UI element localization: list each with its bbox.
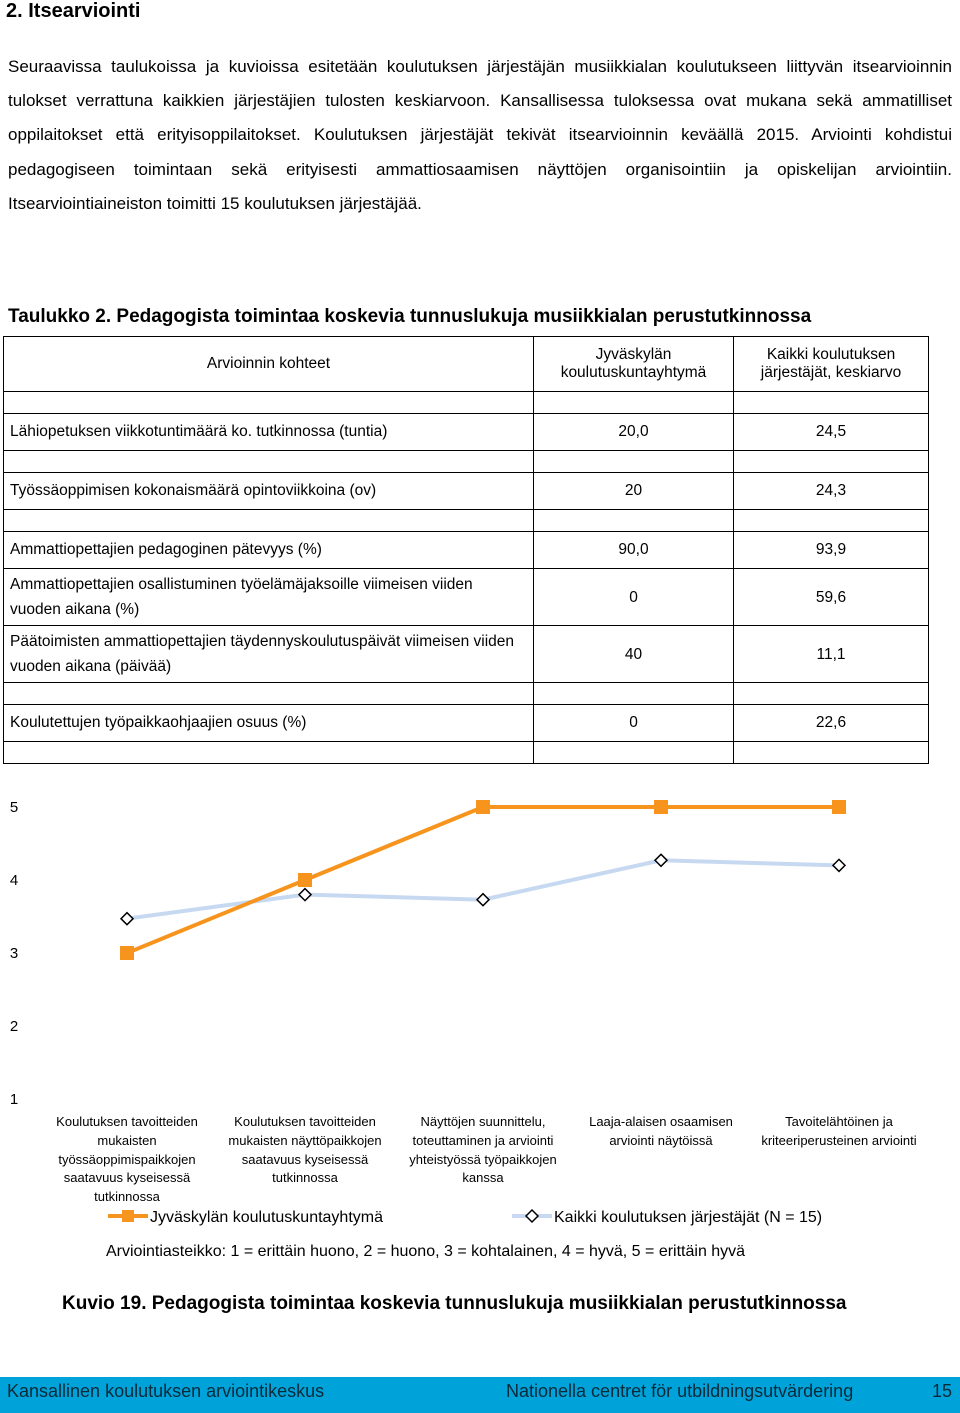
footer-left-text: Kansallinen koulutuksen arviointikeskus <box>7 1381 325 1401</box>
row-value-jyvaskyla: 40 <box>534 626 734 683</box>
row-label: Ammattiopettajien osallistuminen työelämäjaksoille viimeisen viiden vuoden aikana (%) <box>4 569 534 626</box>
legend-label: Jyväskylän koulutuskuntayhtymä <box>150 1209 383 1226</box>
row-value-jyvaskyla: 0 <box>534 569 734 626</box>
row-label: Koulutettujen työpaikkaohjaajien osuus (%) <box>4 705 534 742</box>
table-row <box>4 414 929 451</box>
square-data-point <box>298 873 312 887</box>
square-data-point <box>120 946 134 960</box>
intro-paragraph: Seuraavissa taulukoissa ja kuvioissa esitetään koulutuksen järjestäjän musiikkialan koulutukseen liittyvän itsearvioinnin tulokset verrattuna kaikkien järjestäjien tulosten keskiarvoon. Kansallisessa tuloksessa ovat mukana sekä ammatilliset oppilaitokset että erityisoppilaitokset. Koulutuksen järjestäjät tekivät itsearvioinnin keväällä 2015. Arviointi kohdistui pedagogiseen toimintaan sekä erityisesti ammattiosaamisen näyttöjen organisointiin ja opiskelijan arviointiin. Itsearviointiaineiston toimitti 15 koulutuksen järjestäjää. <box>8 57 952 213</box>
table-row <box>4 569 929 626</box>
legend-diamond-marker-icon <box>510 1208 554 1224</box>
header-targets: Arvioinnin kohteet <box>4 337 534 392</box>
row-value-jyvaskyla: 20,0 <box>534 414 734 451</box>
page-number: 15 <box>932 1381 953 1401</box>
row-label: Päätoimisten ammattiopettajien täydennyskoulutuspäivät viimeisen viiden vuoden aikana (päivää) <box>4 626 534 683</box>
figure-caption: Kuvio 19. Pedagogista toimintaa koskevia tunnuslukuja musiikkialan perustutkinnossa <box>62 1293 847 1314</box>
header-jyvaskyla: Jyväskylän koulutuskuntayhtymä <box>534 337 734 392</box>
row-label: Työssäoppimisen kokonaismäärä opintoviikkoina (ov) <box>4 473 534 510</box>
row-value-jyvaskyla: 0 <box>534 705 734 742</box>
x-category-label: Koulutuksen tavoitteiden mukaisten näyttöpaikkojen saatavuus kyseisessä tutkinnossa <box>228 1114 382 1186</box>
x-category-label: Tavoitelähtöinen ja kriteeriperusteinen arviointi <box>761 1114 917 1148</box>
y-tick-label: 2 <box>9 1018 19 1035</box>
indicator-table <box>3 336 929 764</box>
legend-label: Kaikki koulutuksen järjestäjät (N = 15) <box>554 1209 823 1226</box>
table-caption: Taulukko 2. Pedagogista toimintaa koskevia tunnuslukuja musiikkialan perustutkinnossa <box>8 306 812 327</box>
legend-item-jyvaskyla <box>106 1208 383 1227</box>
section-heading: 2. Itsearviointi <box>6 0 141 22</box>
page-footer <box>0 1377 960 1413</box>
x-category-label: Laaja-alaisen osaamisen arviointi näytöissä <box>589 1114 733 1148</box>
legend-item-all <box>510 1208 822 1227</box>
row-value-all: 24,5 <box>734 414 929 451</box>
y-tick-label: 1 <box>9 1091 19 1108</box>
row-label: Lähiopetuksen viikkotuntimäärä ko. tutkinnossa (tuntia) <box>4 414 534 451</box>
table-row <box>4 532 929 569</box>
footer-right-text: Nationella centret för utbildningsutvärdering <box>506 1381 854 1401</box>
row-label: Ammattiopettajien pedagoginen pätevyys (%) <box>4 532 534 569</box>
line-chart <box>0 780 960 1110</box>
legend-square-marker-icon <box>106 1208 150 1224</box>
square-data-point <box>832 800 846 814</box>
square-data-point <box>654 800 668 814</box>
y-tick-label: 4 <box>9 872 19 889</box>
table-row <box>4 473 929 510</box>
table-row <box>4 626 929 683</box>
diamond-data-point <box>299 889 311 901</box>
series-line <box>127 807 839 953</box>
table-row <box>4 705 929 742</box>
table-header-row <box>4 337 929 392</box>
diamond-data-point <box>121 913 133 925</box>
diamond-data-point <box>833 859 845 871</box>
x-category-label: Näyttöjen suunnittelu, toteuttaminen ja arviointi yhteistyössä työpaikkojen kanssa <box>409 1114 557 1186</box>
row-value-jyvaskyla: 20 <box>534 473 734 510</box>
rating-scale-note: Arviointiasteikko: 1 = erittäin huono, 2 = huono, 3 = kohtalainen, 4 = hyvä, 5 = erittäin hyvä <box>106 1243 746 1260</box>
row-value-jyvaskyla: 90,0 <box>534 532 734 569</box>
y-tick-label: 5 <box>9 799 19 816</box>
diamond-data-point <box>477 894 489 906</box>
x-category-label: Koulutuksen tavoitteiden mukaisten työssäoppimispaikkojen saatavuus kyseisessä tutkinnossa <box>56 1114 198 1205</box>
row-value-all: 93,9 <box>734 532 929 569</box>
y-tick-label: 3 <box>9 945 19 962</box>
row-value-all: 24,3 <box>734 473 929 510</box>
row-value-all: 22,6 <box>734 705 929 742</box>
row-value-all: 11,1 <box>734 626 929 683</box>
square-data-point <box>476 800 490 814</box>
header-all: Kaikki koulutuksen järjestäjät, keskiarvo <box>734 337 929 392</box>
diamond-data-point <box>655 854 667 866</box>
row-value-all: 59,6 <box>734 569 929 626</box>
